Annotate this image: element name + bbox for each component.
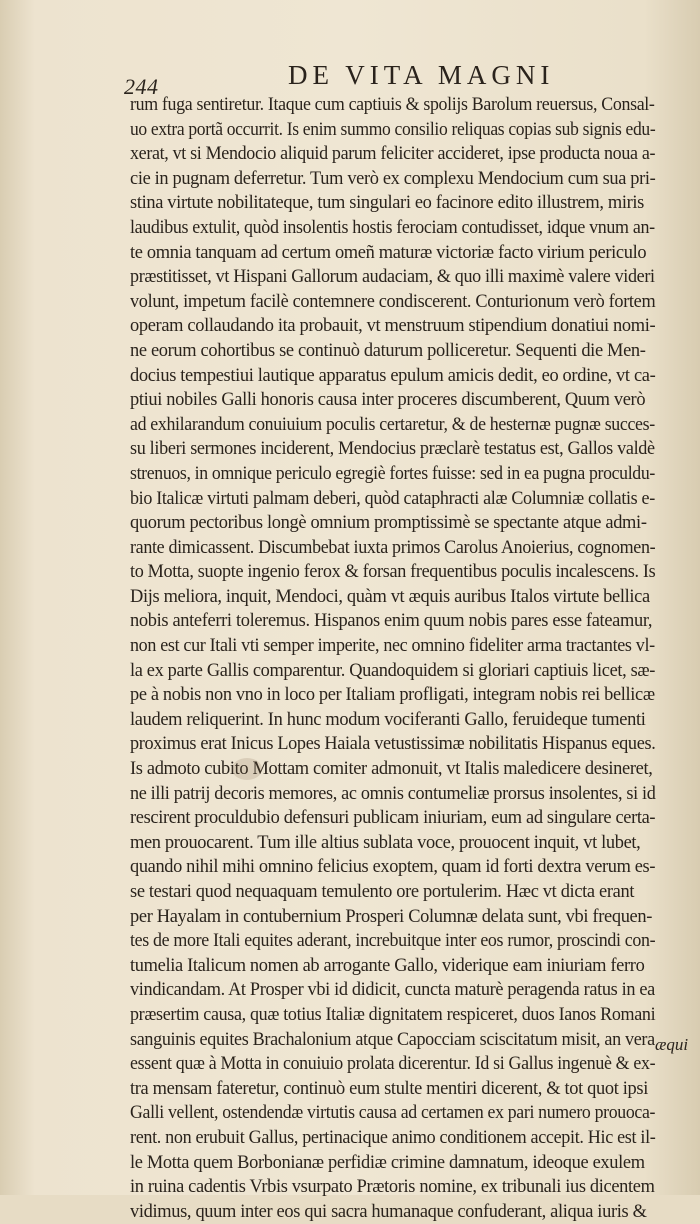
text-line: ad exhilarandum conuiuium poculis certaretur, & de hesternæ pugnæ succes- (130, 413, 655, 435)
text-line: uo extra portã occurrit. Is enim summo consilio reliquas copias sub signis edu- (130, 118, 656, 140)
text-line: men prouocarent. Tum ille altius sublata voce, prouocent inquit, vt lubet, (130, 831, 641, 853)
text-line: in ruina cadentis Vrbis vsurpato Prætoris nomine, ex tribunali ius dicentem (130, 1176, 655, 1198)
page-header (124, 58, 574, 98)
text-line: le Motta quem Borbonianæ perfidiæ crimine damnatum, ideoque exulem (130, 1151, 645, 1173)
text-line: pe à nobis non vno in loco per Italiam profligati, integram nobis rei bellicæ (130, 684, 655, 706)
text-line: to Motta, suopte ingenio ferox & forsan frequentibus poculis incalescens. Is (130, 561, 656, 583)
text-line: docius tempestiui lautique apparatus epulum amicis dedit, eo ordine, vt ca- (130, 364, 656, 386)
text-line: la ex parte Gallis comparentur. Quandoquidem si gloriari captiuis licet, sæ- (130, 659, 656, 681)
text-line: rante dimicassent. Discumbebat iuxta primos Carolus Anoierius, cognomen- (130, 536, 656, 558)
text-line: Dijs meliora, inquit, Mendoci, quàm vt æquis auribus Italos virtute bellica (130, 585, 650, 607)
text-line: sanguinis equites Brachalonium atque Capocciam sciscitatum misit, an vera (130, 1028, 655, 1050)
text-line: rent. non erubuit Gallus, pertinacique animo conditionem accepit. Hic est il- (130, 1126, 656, 1148)
text-line: stina virtute nobilitateque, tum singulari eo facinore edito illustrem, miris (130, 192, 644, 214)
text-line: vidimus, quum inter eos qui sacra humanaque confuderant, aliqua iuris & (130, 1200, 647, 1222)
running-head: DE VITA MAGNI (288, 60, 555, 90)
text-line: strenuos, in omnique periculo egregiè fortes fuisse: sed in ea pugna proculdu- (130, 462, 655, 484)
text-line: se testari quod nequaquam temulento ore portulerim. Hæc vt dicta erant (130, 881, 635, 902)
text-line: præstitisset, vt Hispani Gallorum audaciam, & quo illi maximè valere videri (130, 266, 655, 288)
text-line: ptiui nobiles Galli honoris causa inter proceres discumberent, Quum verò (130, 389, 646, 411)
text-line: rescirent proculdubio defensuri publicam iniuriam, eum ad singulare certa- (130, 807, 656, 829)
folio-number: 244 (124, 74, 159, 99)
text-line: bio Italicæ virtuti palmam deberi, quòd cataphracti alæ Columniæ collatis e- (130, 487, 655, 509)
text-line: Galli vellent, ostendendæ virtutis causa ad certamen ex pari numero prouoca- (130, 1102, 656, 1124)
text-line: proximus erat Inicus Lopes Haiala vetustissimæ nobilitatis Hispanus eques. (130, 733, 656, 755)
text-line: volunt, impetum facilè contemnere condiscerent. Conturionum verò fortem (130, 290, 656, 312)
text-line: tra mensam fateretur, continuò eum stulte mentiri dicerent, & tot quot ipsi (130, 1077, 649, 1099)
text-line: essent quæ à Motta in conuiuio prolata dicerentur. Id si Gallus ingenuè & ex- (130, 1053, 656, 1075)
text-line: quorum pectoribus longè omnium promptissimè se spectante atque admi- (130, 512, 647, 534)
text-line: Is admoto cubito Mottam comiter admonuit, vt Italis maledicere desineret, (130, 758, 653, 780)
text-line: præsertim causa, quæ totius Italiæ dignitatem respiceret, duos Ianos Romani (130, 1003, 656, 1025)
text-line: per Hayalam in contubernium Prosperi Columnæ delata sunt, vbi frequen- (130, 905, 653, 927)
text-line: ne eorum cohortibus se continuò daturum polliceretur. Sequenti die Men- (130, 339, 646, 361)
text-line: laudibus extulit, quòd insolentis hostis ferociam contudisset, idque vnum an- (130, 216, 655, 238)
text-line: quando nihil mihi omnino felicius exoptem, quam id forti dextra verum es- (130, 856, 656, 878)
text-line: su liberi sermones inciderent, Mendocius præclarè testatus est, Gallos valdè (130, 438, 655, 460)
text-line: rum fuga sentiretur. Itaque cum captiuis & spolijs Barolum reuersus, Consal- (130, 94, 655, 115)
text-line: ne illi patrij decoris memores, ac omnis contumeliæ prorsus insolentes, si id (130, 782, 656, 804)
text-line: xerat, vt si Mendocio aliquid parum feliciter accideret, ipse producta noua a- (130, 143, 656, 165)
text-line: vindicandam. At Prosper vbi id didicit, cuncta maturè peragenda ratus in ea (130, 979, 655, 1001)
text-line: tes de more Itali equites aderant, increbuitque inter eos rumor, proscindi con- (130, 930, 656, 952)
page-stain (232, 758, 262, 780)
text-line: nobis anteferri toleremus. Hispanos enim quum nobis pares esse fateamur, (130, 610, 653, 632)
text-block (130, 93, 660, 1224)
text-line: tumelia Italicum nomen ab arrogante Gallo, viderique eam iniuriam ferro (130, 954, 645, 976)
text-line: laudem reliquerint. In hunc modum vociferanti Gallo, feruideque tumenti (130, 708, 646, 730)
catchword: æqui (655, 1035, 689, 1054)
text-line: te omnia tanquam ad certum omeñ maturæ victoriæ facto virium periculo (130, 241, 647, 263)
text-line: cie in pugnam deferretur. Tum verò ex complexu Mendocium cum sua pri- (130, 167, 656, 189)
text-line: non est cur Itali vti semper imperite, nec omnino fideliter arma tractantes vl- (130, 635, 655, 657)
text-line: operam collaudando ita probauit, vt menstruum stipendium donatiui nomi- (130, 315, 656, 337)
